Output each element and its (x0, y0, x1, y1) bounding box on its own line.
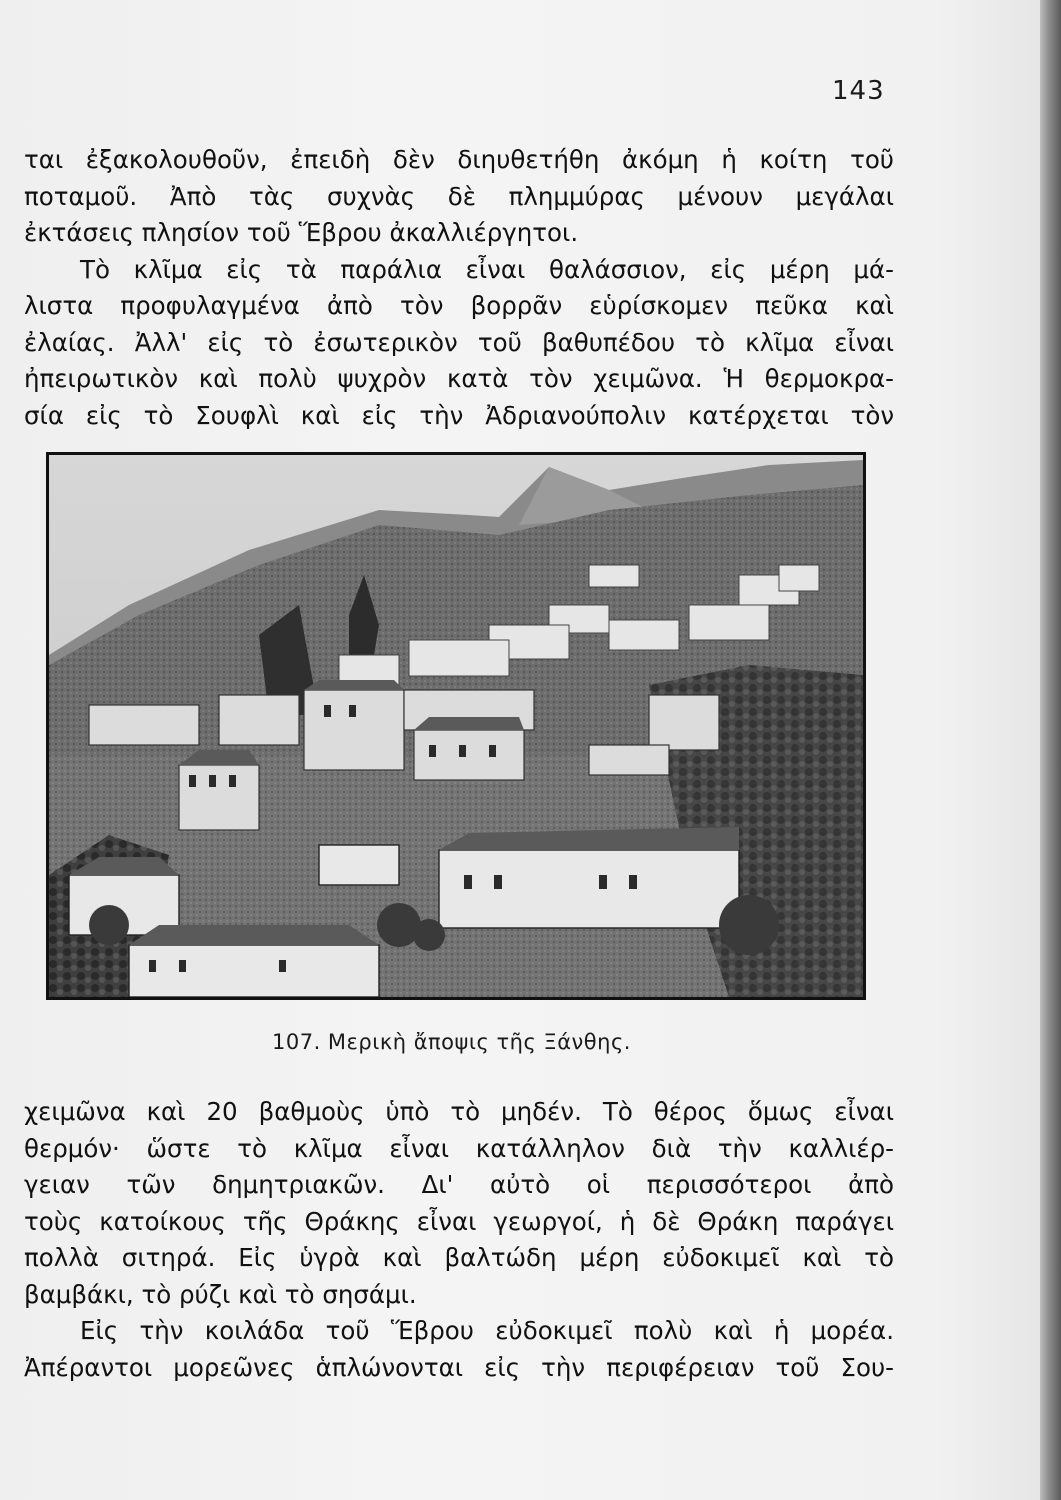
text-line: Εἰς τὴν κοιλάδα τοῦ Ἕβρου εὐδοκιμεῖ πολὺ καὶ ἡ μορέα. (80, 1316, 894, 1345)
text-line: ἐλαίας. Ἀλλ' εἰς τὸ ἐσωτερικὸν τοῦ βαθυπέδου τὸ κλῖμα εἶναι (24, 327, 894, 357)
text-line: τοὺς κατοίκους τῆς Θράκης εἶναι γεωργοί, ἡ δὲ Θράκη παράγει (24, 1206, 894, 1236)
page-number: 143 (832, 76, 885, 106)
text-line: βαμβάκι, τὸ ρύζι καὶ τὸ σησάμι. (24, 1279, 417, 1309)
text-line: ται ἐξακολουθοῦν, ἐπειδὴ δὲν διηυθετήθη ἀκόμη ἡ κοίτη τοῦ (24, 145, 894, 174)
text-line: πολλὰ σιτηρά. Εἰς ὑγρὰ καὶ βαλτώδη μέρη εὐδοκιμεῖ καὶ τὸ (24, 1243, 894, 1272)
text-line: χειμῶνα καὶ 20 βαθμοὺς ὑπὸ τὸ μηδέν. Τὸ θέρος ὅμως εἶναι (24, 1097, 894, 1126)
text-line: Ἀπέραντοι μορεῶνες ἁπλώνονται εἰς τὴν περιφέρειαν τοῦ Σου- (24, 1352, 894, 1382)
text-line: σία εἰς τὸ Σουφλὶ καὶ εἰς τὴν Ἀδριανούπολιν κατέρχεται τὸν (24, 400, 894, 430)
page-edge (1040, 0, 1061, 1500)
photo-illustration (49, 455, 863, 997)
text-line: θερμόν· ὥστε τὸ κλῖμα εἶναι κατάλληλον διὰ τὴν καλλιέρ- (24, 1133, 894, 1163)
text-line: ποταμοῦ. Ἀπὸ τὰς συχνὰς δὲ πλημμύρας μένουν μεγάλαι (24, 181, 894, 211)
text-line: ἐκτάσεις πλησίον τοῦ Ἕβρου ἀκαλλιέργητοι. (24, 218, 579, 247)
text-line: λιστα προφυλαγμένα ἀπὸ τὸν βορρᾶν εὑρίσκομεν πεῦκα καὶ (24, 291, 894, 320)
text-line: ἠπειρωτικὸν καὶ πολὺ ψυχρὸν κατὰ τὸν χειμῶνα. Ἡ θερμοκρα- (24, 364, 894, 393)
text-line: γειαν τῶν δημητριακῶν. Δι' αὐτὸ οἱ περισσότεροι ἀπὸ (24, 1170, 894, 1199)
text-block-top (24, 142, 894, 434)
figure-caption: 107. Μερικὴ ἄποψις τῆς Ξάνθης. (272, 1030, 631, 1054)
text-line: Τὸ κλῖμα εἰς τὰ παράλια εἶναι θαλάσσιον, εἰς μέρη μά- (80, 254, 894, 284)
xanthi-photograph (46, 452, 866, 1000)
text-block-bottom (24, 1094, 894, 1386)
